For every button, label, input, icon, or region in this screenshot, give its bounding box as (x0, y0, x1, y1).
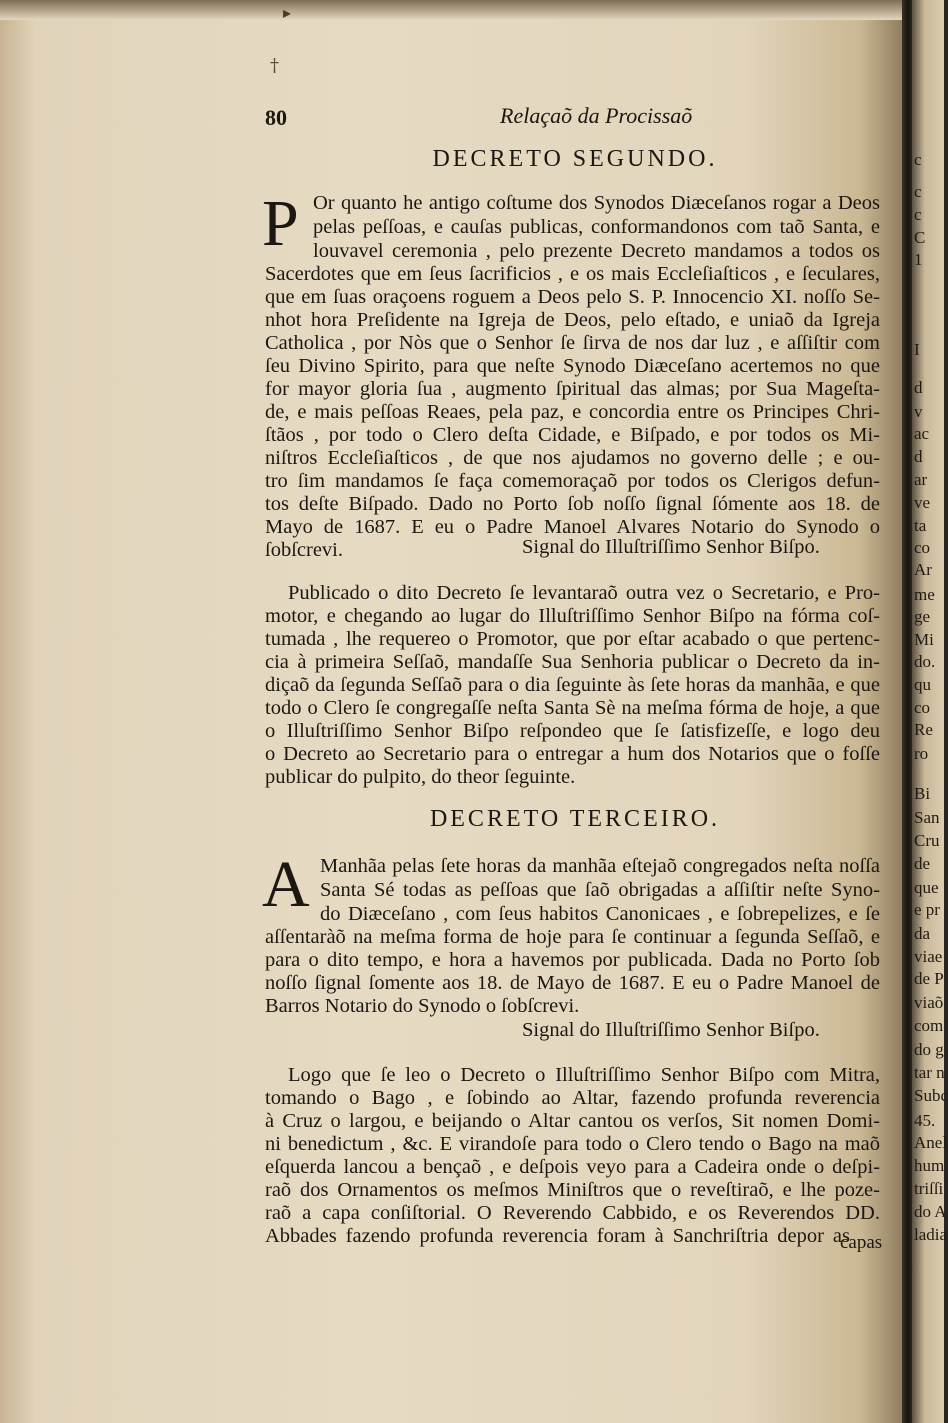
text-line: Santa Sé todas as peſſoas que ſaõ obrigadas a aſſiſtir neſte Syno- (320, 879, 880, 901)
section-heading-decreto-terceiro: DECRETO TERCEIRO. (429, 806, 721, 832)
text-line: tumada , lhe requereo o Promotor, que por eſtar acabado o que pertenc- (265, 628, 880, 650)
facing-page-fragment: I (914, 340, 920, 359)
facing-page-fragment: c (914, 182, 922, 201)
facing-page-fragment: do. (914, 652, 936, 671)
text-line: motor, e chegando ao lugar do Illuſtriſſimo Senhor Biſpo na fórma coſ- (265, 605, 880, 627)
page-header (265, 103, 885, 137)
text-line: raõ dos Ornamentos os meſmos Miniſtros que o reveſtiraõ, e lhe poze- (265, 1179, 880, 1201)
facing-page-fragment: viae (914, 947, 943, 966)
facing-page-fragment: ge (914, 607, 931, 626)
facing-page-fragment: ve (914, 493, 931, 512)
text-line: Or quanto he antigo coſtume dos Synodos Diæceſanos rogar a Deos (313, 192, 880, 214)
facing-page-fragment: ac (914, 424, 930, 443)
facing-page-fragment: de P (914, 969, 944, 988)
text-line: tos deſte Biſpado. Dado no Porto ſob noſſo ſignal ſómente aos 18. de (265, 493, 880, 515)
section-heading-decreto-segundo: DECRETO SEGUNDO. (432, 146, 718, 172)
facing-page-fragment: ladia (914, 1225, 948, 1244)
drop-cap-a: A (262, 848, 310, 921)
facing-page-fragment: da (914, 924, 931, 943)
text-line: ni benedictum , &c. E virandoſe para todo o Clero tendo o Bago na maõ (265, 1133, 880, 1155)
facing-page-fragment: Cru (914, 831, 940, 850)
facing-page-fragment: Anel (914, 1133, 948, 1152)
signature-line: Signal do Illuſtriſſimo Senhor Biſpo. (522, 1019, 820, 1041)
text-line: para o dito tempo, e hora a havemos por publicada. Dada no Porto ſob (265, 949, 880, 971)
facing-page-fragment: 1 (914, 250, 923, 269)
text-line: noſſo ſignal ſomente aos 18. de Mayo de 1687. E eu o Padre Manoel de (265, 972, 880, 994)
facing-page-edge (912, 0, 948, 1423)
text-line: nhot hora Preſidente na Igreja de Deos, pelo eſtado, e uniaõ da Igreja (265, 309, 880, 331)
facing-page-fragment: C (914, 228, 926, 247)
facing-page-fragment: do A (914, 1202, 947, 1221)
text-line: à Cruz o largou, e beijando o Altar cantou os verſos, Sit nomen Domi- (265, 1110, 880, 1132)
facing-page-fragment: ro (914, 744, 929, 763)
running-head: Relaçaõ da Procissaõ (500, 103, 693, 128)
facing-page-fragment: viaõ (914, 993, 944, 1012)
page-edge-shadow (0, 0, 905, 20)
facing-page-fragment: que (914, 878, 939, 897)
text-line: louvavel ceremonia , pelo prezente Decreto mandamos a todos os (313, 240, 880, 262)
text-line: tro ſim mandamos ſe faça comemoraçaõ por todos os Clerigos defun- (265, 470, 880, 492)
text-line: Catholica , por Nòs que o Senhor ſe ſirva de nos dar luz , e aſſiſtir com (265, 332, 880, 354)
facing-page-fragment: triſſi (914, 1179, 944, 1198)
facing-page-fragment: Re (914, 720, 933, 739)
text-line: de, e mais peſſoas Reaes, pela paz, e concordia entre os Principes Chri- (265, 401, 880, 423)
facing-page-fragment: tar n (914, 1063, 945, 1082)
text-line: o Decreto ao Secretario para o entregar a hum dos Notarios que o foſſe (265, 743, 880, 765)
text-line: Mayo de 1687. E eu o Padre Manoel Alvares Notario do Synodo o ſobſcrevi. (265, 516, 880, 561)
facing-page-fragment: com (914, 1016, 944, 1035)
text-line: raõ a capa conſiſtorial. O Reverendo Cabbido, e os Reverendos DD. (265, 1202, 880, 1224)
text-line: tomando o Bago , e ſobindo ao Altar, fazendo profunda reverencia (265, 1087, 880, 1109)
facing-page-fragment: Bi (914, 784, 931, 803)
text-line: Publicado o dito Decreto ſe levantaraõ outra vez o Secretario, e Pro- (288, 582, 880, 604)
text-line: Manhãa pelas ſete horas da manhãa eſtejaõ congregados neſta noſſa (320, 855, 880, 877)
facing-page-fragment: e pr (914, 900, 940, 919)
text-line: Barros Notario do Synodo o ſobſcrevi. (265, 995, 580, 1017)
facing-page-fragment: de (914, 854, 931, 873)
text-line: for mayor gloria ſua , augmento ſpiritual das almas; por Sua Mageſta- (265, 378, 880, 400)
facing-page-fragment: c (914, 205, 922, 224)
text-line: que em ſuas oraçoens roguem a Deos pelo S. P. Innocencio XI. noſſo Se- (265, 286, 880, 308)
facing-page-fragment: me (914, 585, 935, 604)
facing-page-fragment: ta (914, 516, 927, 535)
text-line: aſſentaràõ na meſma forma de hoje para ſe continuar a ſegunda Seſſaõ, e (265, 926, 880, 948)
facing-page-fragment: co (914, 538, 931, 557)
facing-page-fragment: d (914, 447, 923, 466)
text-line: eſquerda lancou a bençaõ , e deſpois veyo para a Cadeira onde o deſpi- (265, 1156, 880, 1178)
facing-page-fragment: ar (914, 470, 928, 489)
facing-page-fragment: hum (914, 1156, 945, 1175)
text-line: cia à primeira Seſſaõ, mandaſſe Sua Senhoria publicar o Decreto da in- (265, 651, 880, 673)
facing-page-fragment: San (914, 808, 940, 827)
text-line: publicar do pulpito, do theor ſeguinte. (265, 766, 576, 788)
facing-page-fragment: do g (914, 1040, 944, 1059)
facing-page-fragment: Mi (914, 630, 934, 649)
text-line: Logo que ſe leo o Decreto o Illuſtriſſimo Senhor Biſpo com Mitra, (288, 1064, 880, 1086)
text-line: todo o Clero ſe congregaſſe neſta Santa Sè na meſma fórma de hoje, a que (265, 697, 880, 719)
decorative-mark: † (270, 55, 279, 76)
facing-page-fragment: v (914, 402, 923, 421)
facing-page-fragment: co (914, 698, 931, 717)
text-line: do Diæceſano , com ſeus habitos Canonicaes , e ſobrepelizes, e ſe (320, 903, 880, 925)
catchword: capas (840, 1232, 883, 1253)
facing-page-fragment: d (914, 378, 923, 397)
drop-cap-p: P (262, 187, 299, 260)
text-line: niſtros Eccleſiaſticos , de que nos ajudamos no governo delle ; e ou- (265, 447, 880, 469)
facing-page-fragment: Subc (914, 1086, 948, 1105)
text-line: Sacerdotes que em ſeus ſacrificios , e os mais Eccleſiaſticos , e ſeculares, (265, 263, 880, 285)
text-line: pelas peſſoas, e cauſas publicas, conformandonos com taõ Santa, e (313, 216, 880, 238)
facing-page-fragment: Ar (914, 560, 932, 579)
text-line: o Illuſtriſſimo Senhor Biſpo reſpondeo que ſe ſatisfizeſſe, e logo deu (265, 720, 880, 742)
facing-page-fragment: 45. (914, 1111, 936, 1130)
text-line: ſtãos , por todo o Clero deſta Cidade, e Biſpado, e por todos os Mi- (265, 424, 880, 446)
page-number: 80 (265, 105, 287, 130)
text-line: Abbades fazendo profunda reverencia foram à Sanchriſtria depor as (265, 1225, 850, 1247)
facing-page-fragment: c (914, 150, 922, 169)
text-line: diçaõ da ſegunda Seſſaõ para o dia ſeguinte às ſete horas da manhãa, e que (265, 674, 880, 696)
signature-line: Signal do Illuſtriſſimo Senhor Biſpo. (522, 536, 820, 558)
text-line: ſeu Divino Spirito, para que neſte Synodo Diæceſano acertemos no que (265, 355, 880, 377)
facing-page-fragment: qu (914, 675, 931, 694)
top-mark-icon: ▸ (283, 3, 292, 22)
